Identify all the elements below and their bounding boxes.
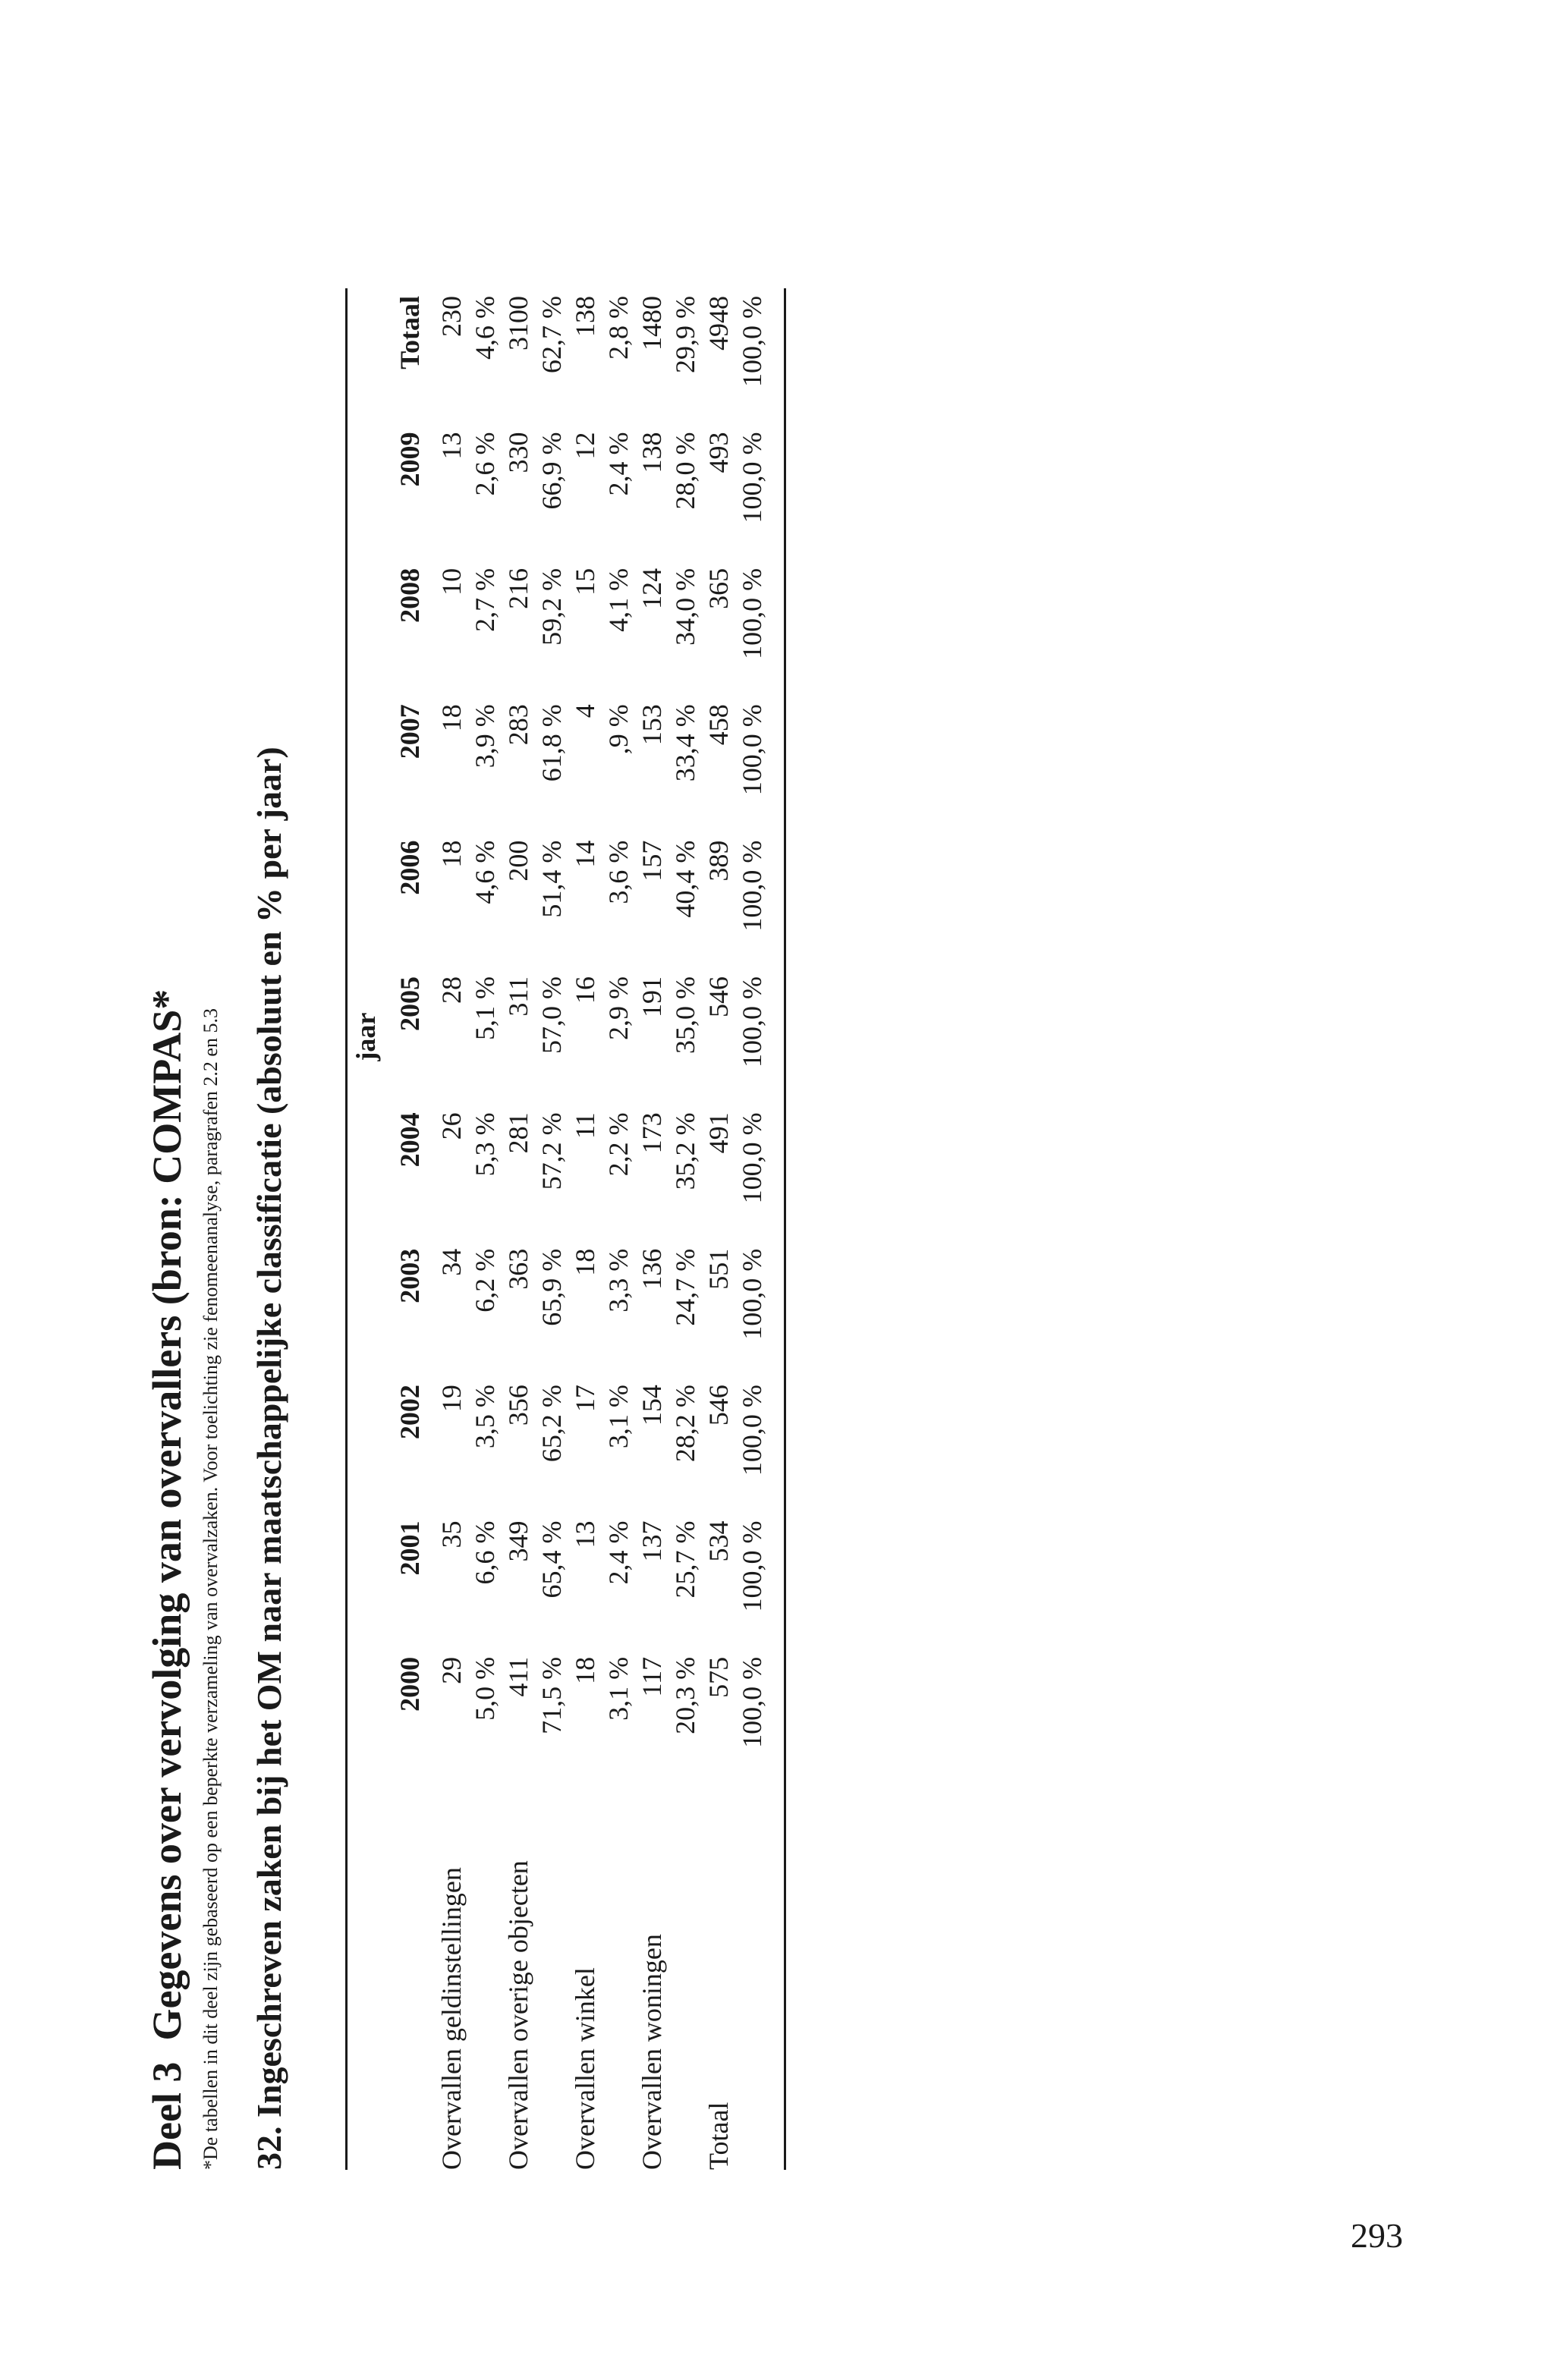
table-cell: 311 (503, 976, 533, 1017)
row-label: Totaal (703, 2102, 734, 2170)
row-label (602, 1785, 635, 2170)
row-label: Overvallen overige objecten (503, 1860, 533, 2170)
table-cell: 191 (637, 976, 667, 1017)
table-row (535, 288, 568, 2170)
table-cell: 16 (570, 976, 600, 1004)
table-cell: 365 (703, 567, 734, 609)
table-cell: 35,2 % (670, 1112, 700, 1190)
page-number: 293 (1351, 2216, 1403, 2255)
table-cell: 546 (703, 976, 734, 1017)
table-cell: 100,0 % (737, 567, 767, 659)
table-cell: 137 (637, 1520, 667, 1562)
table-cell: 61,8 % (536, 704, 567, 782)
table-cell: 18 (570, 1656, 600, 1684)
section-heading (140, 989, 193, 2170)
column-header-totaal: Totaal (395, 296, 425, 369)
table-cell: 12 (570, 432, 600, 460)
row-label: Overvallen geldinstellingen (436, 1867, 467, 2170)
table-cell: 2,4 % (603, 432, 634, 496)
table-cell: 29,9 % (670, 296, 700, 373)
column-header-2007: 2007 (395, 704, 425, 759)
table-cell: 534 (703, 1520, 734, 1562)
table-cell: 51,4 % (536, 840, 567, 918)
column-header-2009: 2009 (395, 432, 425, 487)
table-cell: 2,7 % (470, 567, 500, 632)
table-cell: 6,6 % (470, 1520, 500, 1585)
table-cell: 59,2 % (536, 567, 567, 646)
column-header-2008: 2008 (395, 567, 425, 623)
table-cell: 34,0 % (670, 567, 700, 646)
table-cell: 356 (503, 1385, 533, 1426)
table-cell: 153 (637, 704, 667, 746)
table-cell: 491 (703, 1112, 734, 1154)
table-cell: 3,5 % (470, 1385, 500, 1449)
table-cell: 28,0 % (670, 432, 700, 510)
table-cell: 100,0 % (737, 1248, 767, 1340)
table-cell: 3,1 % (603, 1385, 634, 1449)
table-cell: 35 (436, 1520, 467, 1548)
table-cell: 14 (570, 840, 600, 868)
table-cell: 4 (570, 704, 600, 718)
column-header-2001: 2001 (395, 1520, 425, 1576)
table-cell: 13 (436, 432, 467, 460)
table-cell: 100,0 % (737, 976, 767, 1067)
table-cell: 2,4 % (603, 1520, 634, 1585)
row-label (535, 1785, 568, 2170)
table-cell: 65,9 % (536, 1248, 567, 1326)
table-cell: 24,7 % (670, 1248, 700, 1326)
table-cell: 100,0 % (737, 1520, 767, 1612)
table-cell: 3,6 % (603, 840, 634, 904)
table-cell: 349 (503, 1520, 533, 1562)
table-cell: 551 (703, 1248, 734, 1290)
column-header-2000: 2000 (395, 1656, 425, 1712)
table-cell: 136 (637, 1248, 667, 1290)
table-cell: 138 (637, 432, 667, 473)
table-cell: 154 (637, 1385, 667, 1426)
table-cell: 25,7 % (670, 1520, 700, 1599)
table-cell: 546 (703, 1385, 734, 1426)
table-cell: 2,2 % (603, 1112, 634, 1177)
table-cell: 157 (637, 840, 667, 882)
table-cell: 5,1 % (470, 976, 500, 1040)
table-title: 32. Ingeschreven zaken bij het OM naar maatschappelijke classificatie (absoluut en % per jaar) (250, 747, 288, 2170)
column-header-2004: 2004 (395, 1112, 425, 1168)
footnote: *De tabellen in dit deel zijn gebaseerd op een beperkte verzameling van overvalzaken. Voor toelichting zie fenomeenanalyse, paragrafen 2.2 en 5.3 (200, 1008, 222, 2170)
table-cell: 283 (503, 704, 533, 746)
section-part: Deel 3 (144, 2061, 190, 2170)
table-cell: 20,3 % (670, 1656, 700, 1734)
table-cell: 6,2 % (470, 1248, 500, 1313)
table-cell: 117 (637, 1656, 667, 1697)
column-header-row (385, 288, 435, 2170)
table-cell: 33,4 % (670, 704, 700, 782)
table-cell: 363 (503, 1248, 533, 1290)
group-header-jaar: jaar (351, 1012, 381, 1061)
table-cell: 57,0 % (536, 976, 567, 1054)
table-cell: 13 (570, 1520, 600, 1548)
group-header-row (347, 288, 385, 2170)
table-cell: 66,9 % (536, 432, 567, 510)
table-cell: 62,7 % (536, 296, 567, 373)
table-cell: 100,0 % (737, 1112, 767, 1204)
table-cell: 4,1 % (603, 567, 634, 632)
table-cell: 138 (570, 296, 600, 337)
table-row (602, 288, 635, 2170)
column-header-2005: 2005 (395, 976, 425, 1031)
table-cell: 26 (436, 1112, 467, 1140)
column-header-2006: 2006 (395, 840, 425, 895)
table-cell: 65,4 % (536, 1520, 567, 1599)
table-cell: 3,9 % (470, 704, 500, 769)
table-cell: 3,1 % (603, 1656, 634, 1721)
table-cell: 458 (703, 704, 734, 746)
table-cell: 100,0 % (737, 432, 767, 523)
table-cell: 2,8 % (603, 296, 634, 360)
table-cell: 4948 (703, 296, 734, 351)
table-row (502, 288, 535, 2170)
column-header-2002: 2002 (395, 1385, 425, 1440)
table-row (468, 288, 502, 2170)
table-cell: 281 (503, 1112, 533, 1154)
table-row (568, 288, 602, 2170)
table-cell: 71,5 % (536, 1656, 567, 1734)
table-cell: 100,0 % (737, 704, 767, 796)
table-cell: 330 (503, 432, 533, 473)
table-cell: 5,3 % (470, 1112, 500, 1177)
table-cell: 19 (436, 1385, 467, 1413)
table-cell: 3100 (503, 296, 533, 351)
table-cell: 4,6 % (470, 840, 500, 904)
table-cell: 100,0 % (737, 1656, 767, 1748)
row-label (668, 1785, 702, 2170)
table-row (435, 288, 468, 2170)
table-cell: 493 (703, 432, 734, 473)
table-cell: 18 (436, 840, 467, 868)
table-cell: 18 (570, 1248, 600, 1276)
table-cell: 40,4 % (670, 840, 700, 918)
section-title: Gegevens over vervolging van overvallers (bron: COMPAS* (144, 989, 190, 2041)
table-cell: 15 (570, 567, 600, 596)
table-cell: 11 (570, 1112, 600, 1140)
table-cell: 2,9 % (603, 976, 634, 1040)
table-cell: ,9 % (603, 704, 634, 755)
row-label: Overvallen winkel (570, 1967, 600, 2170)
table-cell: 230 (436, 296, 467, 337)
table-cell: 5,0 % (470, 1656, 500, 1721)
table-cell: 100,0 % (737, 296, 767, 387)
table-cell: 57,2 % (536, 1112, 567, 1190)
table-bottom-rule (784, 288, 786, 2170)
table-cell: 34 (436, 1248, 467, 1276)
table-cell: 29 (436, 1656, 467, 1684)
table-row (668, 288, 702, 2170)
data-table (347, 288, 769, 2170)
table-cell: 4,6 % (470, 296, 500, 360)
table-cell: 1480 (637, 296, 667, 351)
table-cell: 28,2 % (670, 1385, 700, 1463)
table-cell: 18 (436, 704, 467, 732)
table-cell: 35,0 % (670, 976, 700, 1054)
table-cell: 3,3 % (603, 1248, 634, 1313)
rotated-page-content (140, 46, 793, 2170)
table-cell: 200 (503, 840, 533, 882)
table-row (702, 288, 735, 2170)
table-cell: 389 (703, 840, 734, 882)
table-cell: 100,0 % (737, 1385, 767, 1476)
table-cell: 10 (436, 567, 467, 596)
table-cell: 411 (503, 1656, 533, 1697)
table-cell: 28 (436, 976, 467, 1004)
row-label: Overvallen woningen (637, 1934, 667, 2170)
table-row (735, 288, 769, 2170)
table-cell: 173 (637, 1112, 667, 1154)
row-label (735, 1785, 769, 2170)
column-header-2003: 2003 (395, 1248, 425, 1303)
table-cell: 100,0 % (737, 840, 767, 932)
table-cell: 124 (637, 567, 667, 609)
table-cell: 17 (570, 1385, 600, 1413)
table-cell: 575 (703, 1656, 734, 1698)
table-row (635, 288, 668, 2170)
table-cell: 65,2 % (536, 1385, 567, 1463)
table-cell: 2,6 % (470, 432, 500, 496)
row-label (468, 1785, 502, 2170)
table-cell: 216 (503, 567, 533, 609)
